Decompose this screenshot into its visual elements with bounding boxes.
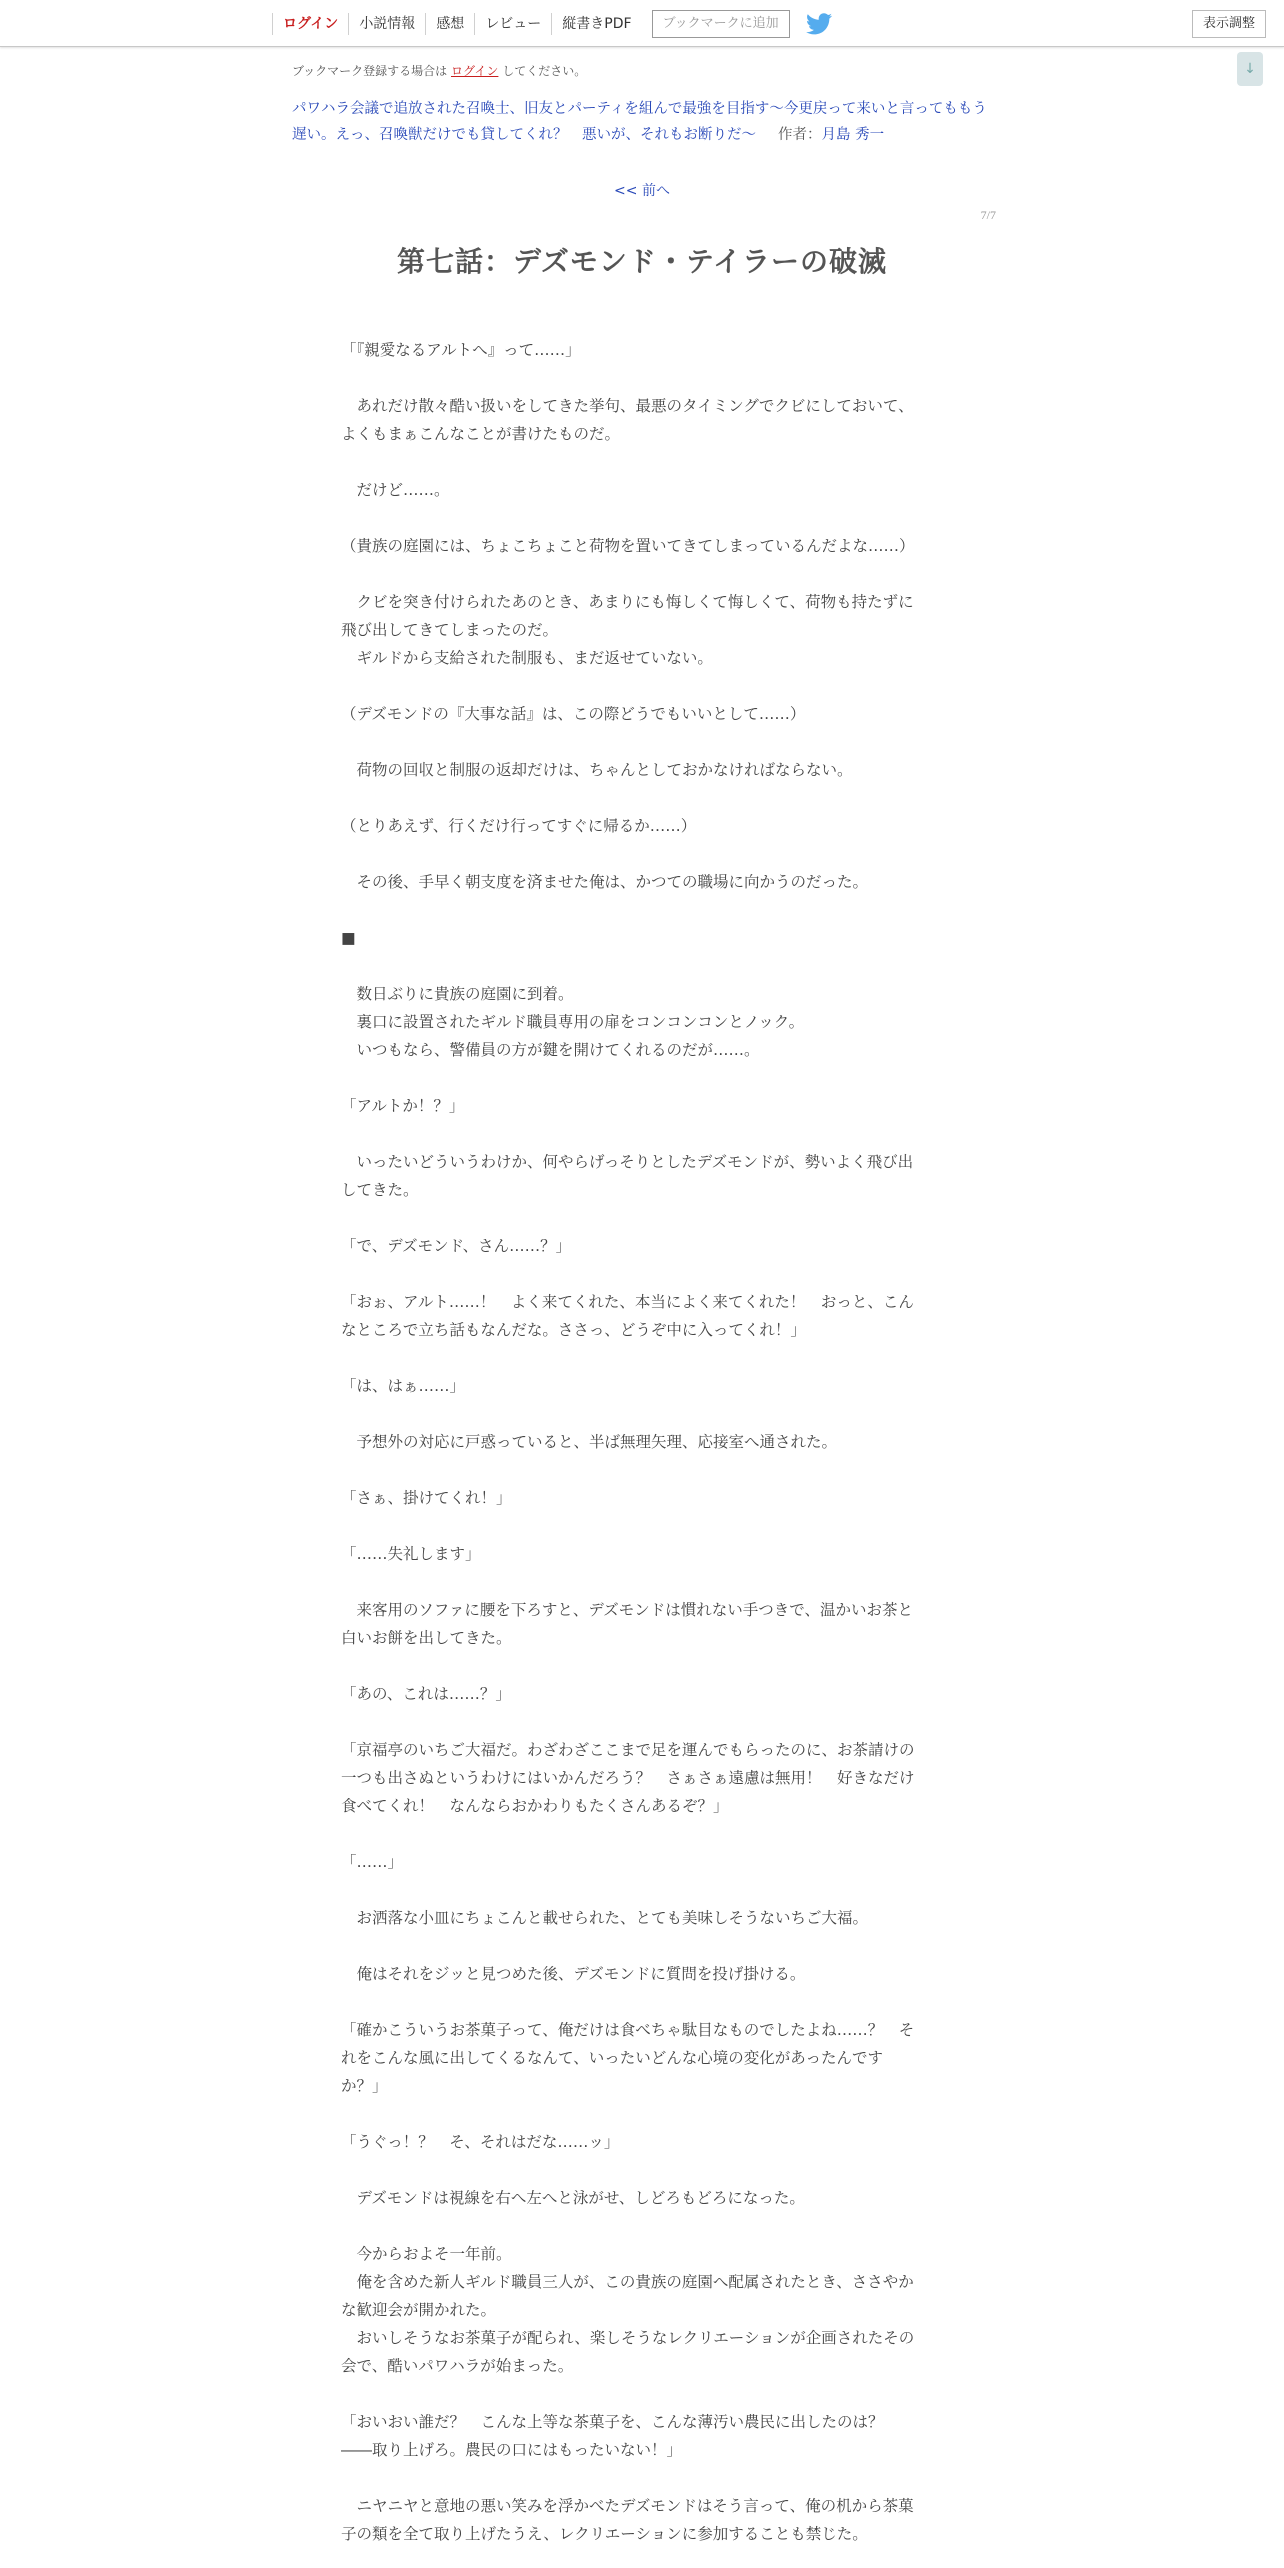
body-paragraph xyxy=(341,2212,941,2240)
body-paragraph: よくもまぁこんなことが書けたものだ。 xyxy=(341,425,621,443)
body-paragraph: 「……失礼します」 xyxy=(341,1545,481,1563)
body-paragraph xyxy=(341,1204,941,1232)
body-paragraph xyxy=(341,1652,941,1680)
page-number: 7/7 xyxy=(980,208,996,222)
author-name-link[interactable]: 月島 秀一 xyxy=(821,127,885,143)
body-paragraph: 数日ぶりに貴族の庭園に到着。 xyxy=(341,985,574,1003)
body-paragraph xyxy=(341,1876,941,1904)
body-paragraph: あれだけ散々酷い扱いをしてきた挙句、最悪のタイミングでクビにしておいて、 xyxy=(341,397,914,415)
body-paragraph: 「おいおい誰だ？ こんな上等な茶菓子を、こんな薄汚い農民に出したのは？ xyxy=(341,2413,884,2431)
body-paragraph xyxy=(341,840,941,868)
body-paragraph xyxy=(341,1064,941,1092)
body-paragraph: 来客用のソファに腰を下ろすと、デズモンドは慣れない手つきで、温かいお茶と xyxy=(341,1601,913,1619)
body-paragraph: 裏口に設置されたギルド職員専用の扉をコンコンコンとノック。 xyxy=(341,1013,805,1031)
body-paragraph: いったいどういうわけか、何やらげっそりとしたデズモンドが、勢いよく飛び出 xyxy=(341,1153,914,1171)
display-settings-button[interactable]: 表示調整 xyxy=(1192,10,1266,38)
body-paragraph xyxy=(341,504,941,532)
body-paragraph: ニヤニヤと意地の悪い笑みを浮かべたデズモンドはそう言って、俺の机から茶菓 xyxy=(341,2497,914,2515)
body-paragraph xyxy=(341,1988,941,2016)
body-paragraph: 「京福亭のいちご大福だ。わざわざここまで足を運んでもらったのに、お茶請けの xyxy=(341,1741,915,1759)
body-paragraph: 「アルトか！？」 xyxy=(341,1097,465,1115)
chapter-title: 第七話：デズモンド・テイラーの破滅 xyxy=(397,245,887,278)
series-title-link[interactable] xyxy=(292,96,992,148)
body-paragraph xyxy=(341,364,941,392)
body-paragraph: デズモンドは視線を右へ左へと泳がせ、しどろもどろになった。 xyxy=(341,2189,805,2207)
login-notice xyxy=(292,62,586,79)
author-label: 作者： xyxy=(778,127,822,143)
body-paragraph: 俺を含めた新人ギルド職員三人が、この貴族の庭園へ配属されたとき、ささやか xyxy=(341,2273,914,2291)
body-paragraph xyxy=(341,1708,941,1736)
body-paragraph xyxy=(341,1568,941,1596)
body-paragraph: お洒落な小皿にちょこんと載せられた、とても美味しそうないちご大福。 xyxy=(341,1909,869,1927)
twitter-bird-icon[interactable] xyxy=(806,13,832,35)
body-paragraph: 会で、酷いパワハラが始まった。 xyxy=(341,2357,574,2375)
novel-body-text xyxy=(341,336,941,2548)
top-navigation-bar xyxy=(0,0,1284,47)
body-paragraph: 俺はそれをジッと見つめた後、デズモンドに質問を投げ掛ける。 xyxy=(341,1965,806,1983)
body-paragraph: 「『親愛なるアルトへ』って……」 xyxy=(341,341,581,359)
body-paragraph: してきた。 xyxy=(341,1181,419,1199)
nav-login-link[interactable]: ログイン xyxy=(272,13,348,35)
nav-impressions-link[interactable]: 感想 xyxy=(425,13,474,35)
body-paragraph xyxy=(341,728,941,756)
body-paragraph: 白いお餅を出してきた。 xyxy=(341,1629,512,1647)
body-paragraph: 飛び出してきてしまったのだ。 xyxy=(341,621,559,639)
body-paragraph: な歓迎会が開かれた。 xyxy=(341,2301,497,2319)
body-paragraph: れをこんな風に出してくるなんて、いったいどんな心境の変化があったんです xyxy=(341,2049,884,2067)
body-paragraph xyxy=(341,1120,941,1148)
body-paragraph: か？」 xyxy=(341,2077,388,2095)
body-paragraph xyxy=(341,1344,941,1372)
body-paragraph xyxy=(341,1400,941,1428)
body-paragraph: 予想外の対応に戸惑っていると、半ば無理矢理、応接室へ通された。 xyxy=(341,1433,838,1451)
body-paragraph: 「確かこういうお茶菓子って、俺だけは食べちゃ駄目なものでしたよね……？ そ xyxy=(341,2021,915,2039)
scroll-down-tab[interactable]: ↓ xyxy=(1237,52,1263,86)
body-paragraph xyxy=(341,672,941,700)
series-title-text[interactable]: パワハラ会議で追放された召喚士、旧友とパーティを組んで最強を目指す～今更戻って来いと言ってももう遅い。えっ、召喚獣だけでも貸してくれ？ 悪いが、それもお断りだ～ xyxy=(292,101,987,143)
body-paragraph: 「さぁ、掛けてくれ！」 xyxy=(341,1489,512,1507)
body-paragraph: （貴族の庭園には、ちょこちょこと荷物を置いてきてしまっているんだよな……） xyxy=(341,537,915,555)
body-paragraph xyxy=(341,784,941,812)
body-paragraph: 今からおよそ一年前。 xyxy=(341,2245,512,2263)
body-paragraph: 一つも出さぬというわけにはいかんだろう？ さぁさぁ遠慮は無用！ 好きなだけ xyxy=(341,1769,915,1787)
body-paragraph: だけど……。 xyxy=(341,481,450,499)
body-paragraph: 食べてくれ！ なんならおかわりもたくさんあるぞ？」 xyxy=(341,1797,729,1815)
body-paragraph xyxy=(341,1932,941,1960)
body-paragraph: 子の類を全て取り上げたうえ、レクリエーションに参加することも禁じた。 xyxy=(341,2525,868,2543)
previous-page-link[interactable]: << 前へ xyxy=(614,183,670,199)
body-paragraph: ――取り上げろ。農民の口にはもったいない！」 xyxy=(341,2441,683,2459)
login-notice-suffix: してください。 xyxy=(502,64,587,78)
login-notice-link[interactable]: ログイン xyxy=(451,64,499,78)
body-paragraph: なところで立ち話もなんだな。ささっ、どうぞ中に入ってくれ！」 xyxy=(341,1321,806,1339)
body-paragraph xyxy=(341,1260,941,1288)
body-paragraph: 荷物の回収と制服の返却だけは、ちゃんとしておかなければならない。 xyxy=(341,761,853,779)
body-paragraph: その後、手早く朝支度を済ませた俺は、かつての職場に向かうのだった。 xyxy=(341,873,869,891)
body-paragraph: 「は、はぁ……」 xyxy=(341,1377,466,1395)
body-paragraph xyxy=(341,2100,941,2128)
body-paragraph xyxy=(341,2156,941,2184)
body-paragraph: 「で、デズモンド、さん……？」 xyxy=(341,1237,572,1255)
body-paragraph: 「あの、これは……？」 xyxy=(341,1685,511,1703)
body-paragraph xyxy=(341,896,941,924)
body-paragraph: ■ xyxy=(341,929,356,947)
body-paragraph xyxy=(341,1820,941,1848)
body-paragraph: いつもなら、警備員の方が鍵を開けてくれるのだが……。 xyxy=(341,1041,760,1059)
login-notice-prefix: ブックマーク登録する場合は xyxy=(292,64,448,78)
body-paragraph xyxy=(341,1512,941,1540)
body-paragraph xyxy=(341,2380,941,2408)
body-paragraph: 「うぐっ！？ そ、それはだな……ッ」 xyxy=(341,2133,620,2151)
body-paragraph: 「おぉ、アルト……！ よく来てくれた、本当によく来てくれた！ おっと、こん xyxy=(341,1293,914,1311)
body-paragraph: 「……」 xyxy=(341,1853,404,1871)
nav-list xyxy=(272,10,832,38)
body-paragraph xyxy=(341,1456,941,1484)
body-paragraph xyxy=(341,560,941,588)
body-paragraph: （とりあえず、行くだけ行ってすぐに帰るか……） xyxy=(341,817,697,835)
add-bookmark-button[interactable]: ブックマークに追加 xyxy=(652,10,790,38)
body-paragraph: （デズモンドの『大事な話』は、この際どうでもいいとして……） xyxy=(341,705,806,723)
nav-vertical-pdf-link[interactable]: 縦書きPDF xyxy=(551,13,641,35)
body-paragraph: おいしそうなお茶菓子が配られ、楽しそうなレクリエーションが企画されたその xyxy=(341,2329,915,2347)
body-paragraph xyxy=(341,952,941,980)
nav-novel-info-link[interactable]: 小説情報 xyxy=(348,13,425,35)
body-paragraph: クビを突き付けられたあのとき、あまりにも悔しくて悔しくて、荷物も持たずに xyxy=(341,593,914,611)
nav-review-link[interactable]: レビュー xyxy=(474,13,551,35)
body-paragraph xyxy=(341,2464,941,2492)
body-paragraph xyxy=(341,448,941,476)
body-paragraph: ギルドから支給された制服も、まだ返せていない。 xyxy=(341,649,713,667)
